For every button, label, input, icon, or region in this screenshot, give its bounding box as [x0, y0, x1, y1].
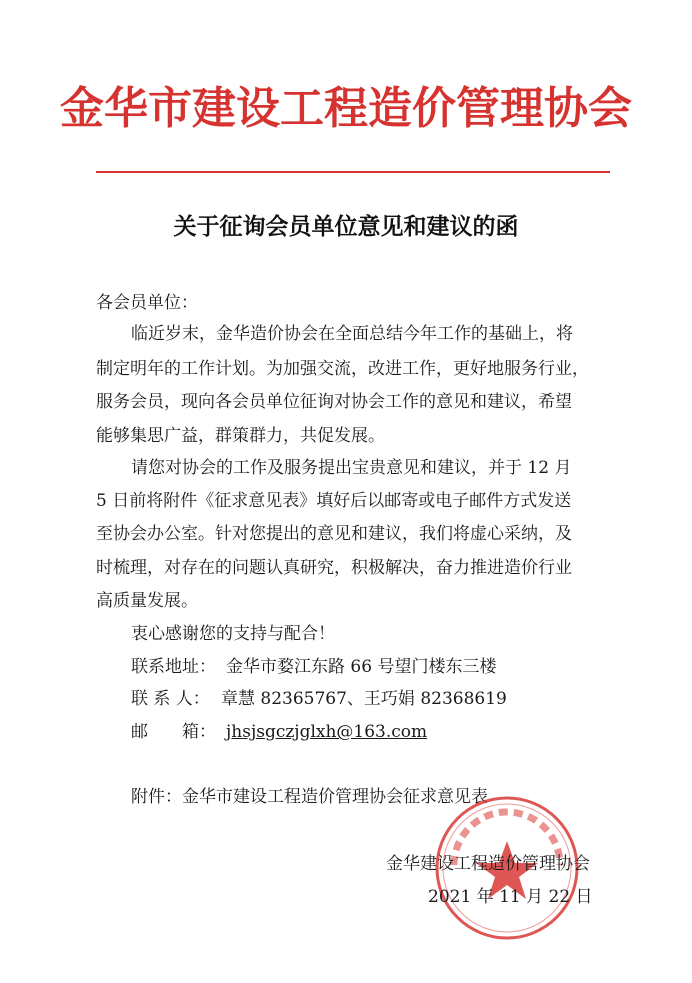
contact-address-value: 金华市婺江东路 66 号望门楼东三楼 — [226, 657, 497, 677]
contact-person-label: 联 系 人： — [131, 689, 210, 709]
signature-date: 2021 年 11 月 22 日 — [428, 887, 593, 907]
document-title: 关于征询会员单位意见和建议的函 — [173, 214, 519, 240]
contact-email-label: 邮 箱： — [131, 722, 216, 742]
attachment-line: 附件：金华市建设工程造价管理协会征求意见表 — [131, 787, 488, 807]
contact-address-label: 联系地址： — [131, 657, 216, 677]
paragraph2-line3: 至协会办公室。针对您提出的意见和建议，我们将虚心采纳，及 — [96, 524, 572, 544]
paragraph2-line4: 时梳理，对存在的问题认真研究，积极解决，奋力推进造价行业 — [96, 558, 572, 578]
paragraph1-line3: 服务会员，现向各会员单位征询对协会工作的意见和建议，希望 — [96, 392, 572, 412]
signature-organization: 金华建设工程造价管理协会 — [386, 854, 590, 874]
letterhead-red-rule — [96, 171, 610, 173]
paragraph1-line2: 制定明年的工作计划。为加强交流，改进工作，更好地服务行业， — [96, 359, 589, 379]
letterhead-organization: 金华市建设工程造价管理协会 — [60, 83, 632, 134]
paragraph2-line2: 5 日前将附件《征求意见表》填好后以邮寄或电子邮件方式发送 — [96, 491, 572, 511]
salutation: 各会员单位： — [96, 293, 198, 313]
thanks-line: 衷心感谢您的支持与配合！ — [131, 624, 335, 644]
contact-email-link[interactable]: jhsjsgczjglxh@163.com — [226, 722, 428, 742]
paragraph2-line1: 请您对协会的工作及服务提出宝贵意见和建议，并于 12 月 — [131, 458, 572, 478]
paragraph1-line4: 能够集思广益，群策群力，共促发展。 — [96, 426, 385, 446]
contact-person-value: 章慧 82365767、王巧娟 82368619 — [221, 689, 507, 709]
paragraph2-line5: 高质量发展。 — [96, 591, 198, 611]
paragraph1-line1: 临近岁末，金华造价协会在全面总结今年工作的基础上，将 — [131, 324, 573, 344]
